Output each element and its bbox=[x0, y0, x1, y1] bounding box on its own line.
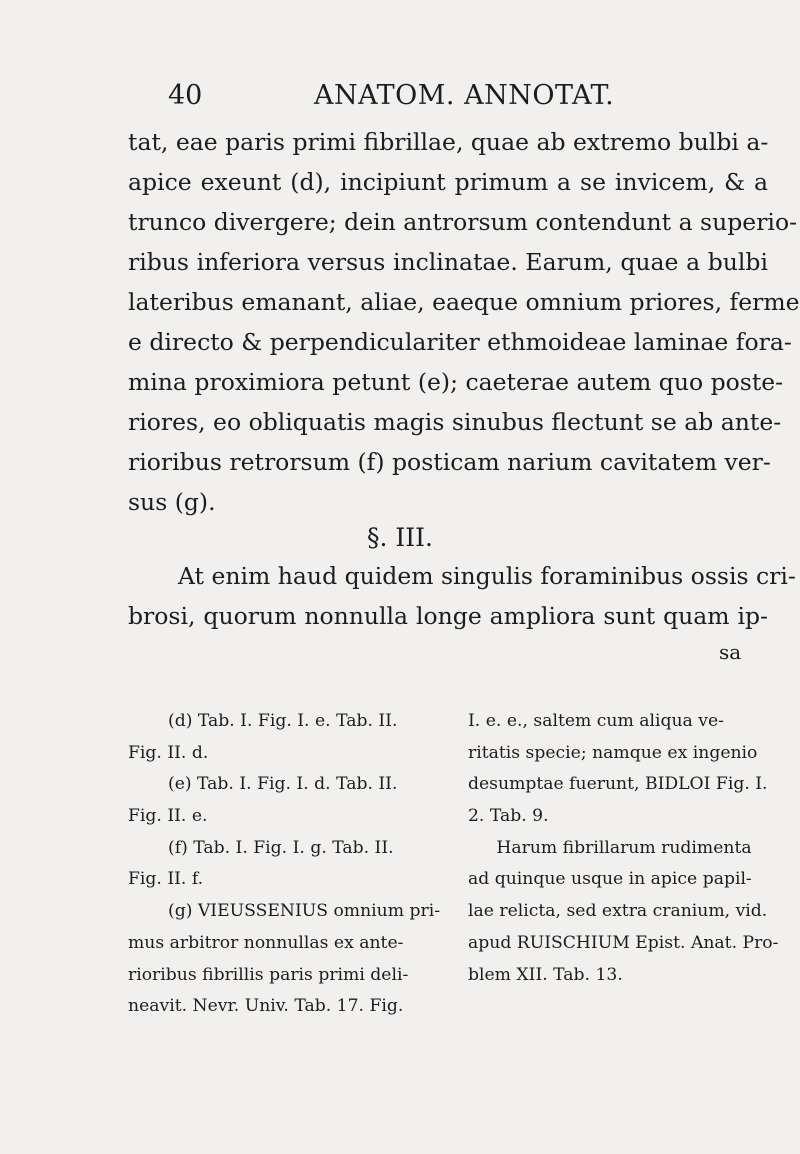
footnote-line: I. e. e., saltem cum aliqua ve- bbox=[468, 711, 724, 731]
footnotes-right-column bbox=[468, 706, 780, 991]
footnote-line: apud RUISCHIUM Epist. Anat. Pro- bbox=[468, 932, 779, 953]
footnote-line: Fig. II. d. bbox=[128, 742, 209, 763]
text-line: trunco divergere; dein antrorsum contendunt a superio- bbox=[128, 208, 798, 236]
footnote-line: ad quinque usque in apice papil- bbox=[468, 869, 752, 890]
text-line: apice exeunt (d), incipiunt primum a se invicem, & a bbox=[128, 168, 768, 196]
footnote-line: blem XII. Tab. 13. bbox=[468, 964, 623, 985]
text-line: e directo & perpendiculariter ethmoideae laminae fora- bbox=[128, 328, 792, 356]
section-heading: §. III. bbox=[367, 523, 433, 552]
footnote-line: 2. Tab. 9. bbox=[468, 806, 549, 827]
footnote-line: Fig. II. f. bbox=[128, 869, 204, 890]
text-line: ribus inferiora versus inclinatae. Earum, quae a bulbi bbox=[128, 248, 768, 276]
footnote-line: (f) Tab. I. Fig. I. g. Tab. II. bbox=[168, 837, 394, 858]
page-header bbox=[0, 78, 800, 118]
footnote-line: desumptae fuerunt, BIDLOI Fig. I. bbox=[468, 774, 768, 795]
text-line: sus (g). bbox=[128, 488, 216, 516]
text-line: tat, eae paris primi fibrillae, quae ab extremo bulbi a- bbox=[128, 128, 769, 156]
text-line: riores, eo obliquatis magis sinubus flectunt se ab ante- bbox=[128, 408, 782, 436]
footnote-line: neavit. Nevr. Univ. Tab. 17. Fig. bbox=[128, 996, 404, 1017]
footnote-line: mus arbitror nonnullas ex ante- bbox=[128, 932, 404, 953]
footnote-line: Fig. II. e. bbox=[128, 806, 208, 827]
catchword: sa bbox=[719, 640, 742, 664]
text-line: At enim haud quidem singulis foraminibus ossis cri- bbox=[178, 562, 796, 590]
footnote-line: lae relicta, sed extra cranium, vid. bbox=[468, 901, 768, 922]
main-paragraph bbox=[128, 122, 800, 522]
second-paragraph bbox=[128, 556, 796, 636]
footnote-line: rioribus fibrillis paris primi deli- bbox=[128, 964, 409, 985]
running-head: ANATOM. ANNOTAT. bbox=[314, 80, 615, 111]
text-line: brosi, quorum nonnulla longe ampliora sunt quam ip- bbox=[128, 602, 768, 630]
footnotes-left-column bbox=[128, 706, 458, 1023]
text-line: rioribus retrorsum (f) posticam narium cavitatem ver- bbox=[128, 448, 771, 476]
page-number: 40 bbox=[168, 80, 203, 111]
text-line: lateribus emanant, aliae, eaeque omnium priores, ferme bbox=[128, 288, 800, 316]
footnote-line: ritatis specie; namque ex ingenio bbox=[468, 742, 758, 763]
footnote-line: (g) VIEUSSENIUS omnium pri- bbox=[168, 901, 441, 922]
footnote-line: (e) Tab. I. Fig. I. d. Tab. II. bbox=[168, 774, 398, 795]
footnote-line: (d) Tab. I. Fig. I. e. Tab. II. bbox=[168, 711, 398, 731]
text-line: mina proximiora petunt (e); caeterae autem quo poste- bbox=[128, 368, 784, 396]
footnote-line: Harum fibrillarum rudimenta bbox=[496, 837, 752, 858]
